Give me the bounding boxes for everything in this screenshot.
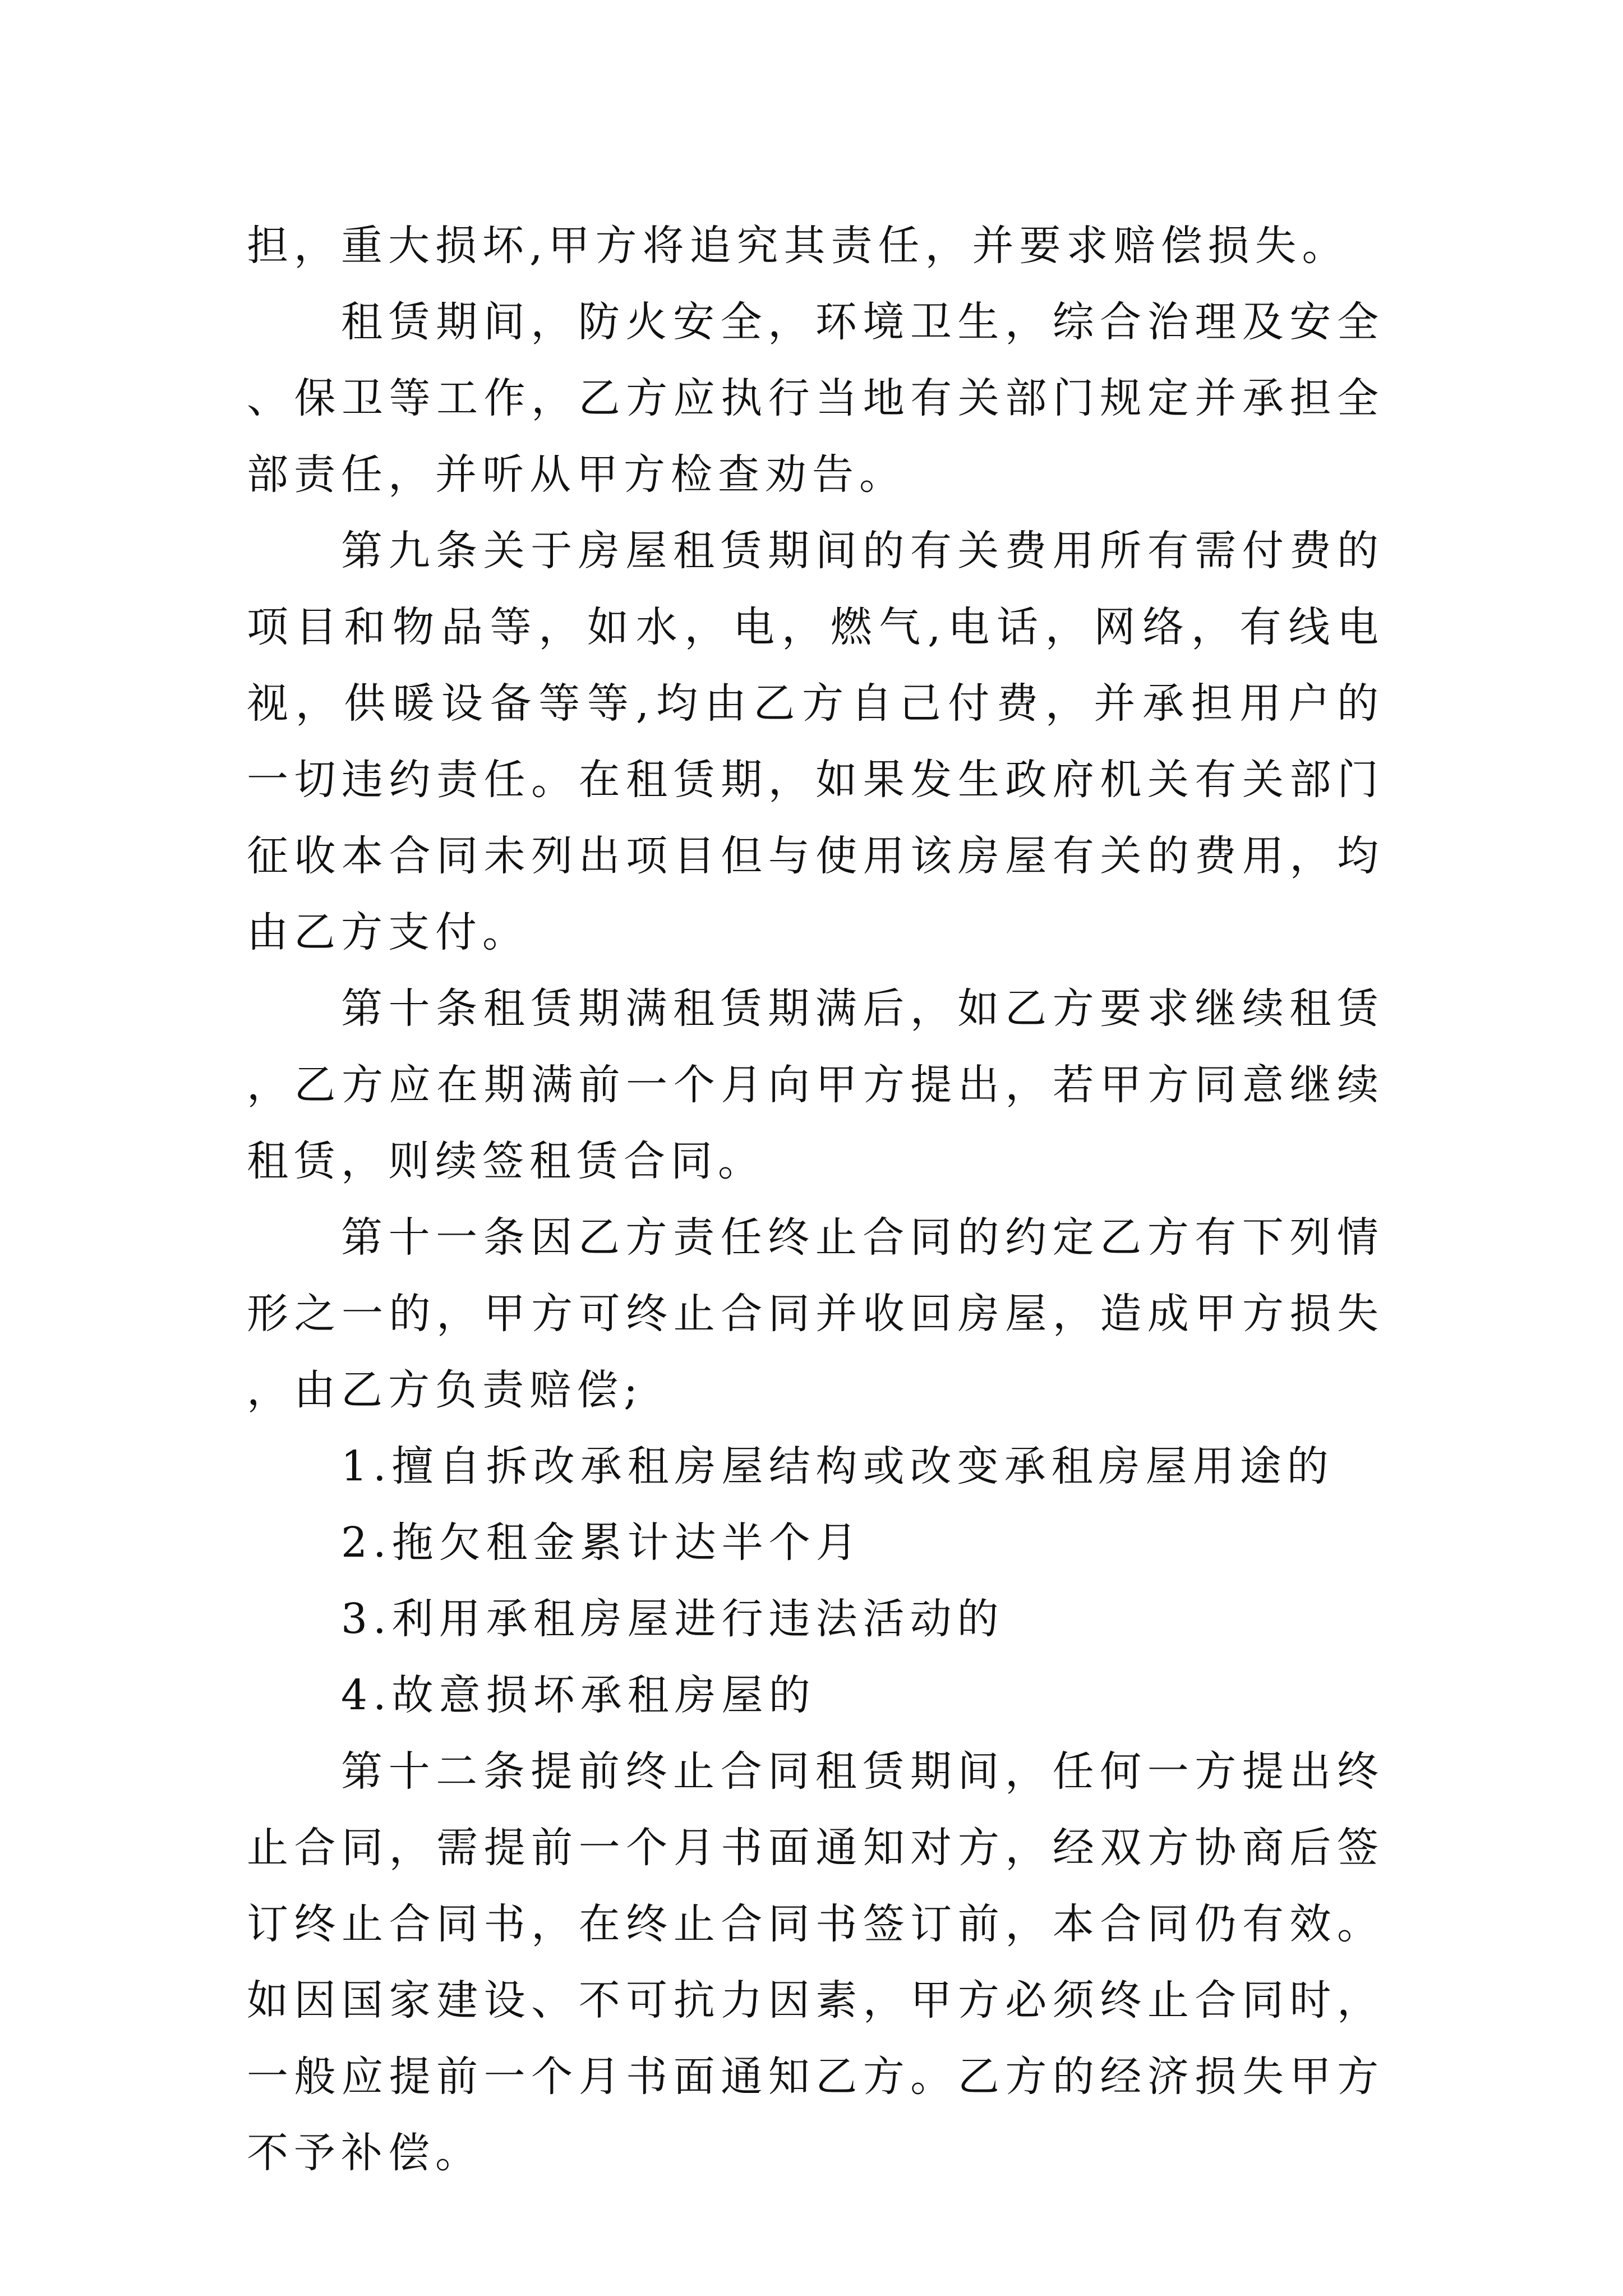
paragraph-continuation: 担，重大损坏,甲方将追究其责任，并要求赔偿损失。 — [247, 222, 1349, 270]
list-item-4: 4.故意损坏承租房屋的 — [341, 1671, 816, 1719]
paragraph-article-12-early-termination: 第十二条提前终止合同租赁期间，任何一方提出终止合同，需提前一个月书面通知对方，经双方协商后签订终止合同书，在终止合同书签订前，本合同仍有效。如因国家建设、不可抗力因素，甲方必须终止合同时，一般应提前一个月书面通知乙方。乙方的经济损失甲方不予补偿。 — [247, 1747, 1384, 2177]
paragraph-article-10-expiry: 第十条租赁期满租赁期满后，如乙方要求继续租赁，乙方应在期满前一个月向甲方提出，若甲方同意继续租赁，则续签租赁合同。 — [247, 984, 1384, 1185]
document-body — [247, 208, 1384, 2191]
list-item-2: 2.拖欠租金累计达半个月 — [341, 1519, 863, 1567]
list-item-3: 3.利用承租房屋进行违法活动的 — [341, 1595, 1004, 1643]
paragraph-article-11-termination: 第十一条因乙方责任终止合同的约定乙方有下列情形之一的，甲方可终止合同并收回房屋，造成甲方损失，由乙方负责赔偿; — [247, 1213, 1384, 1414]
list-item-1: 1.擅自拆改承租房屋结构或改变承租房屋用途的 — [341, 1442, 1334, 1490]
paragraph-safety-duties: 租赁期间，防火安全，环境卫生，综合治理及安全、保卫等工作，乙方应执行当地有关部门规定并承担全部责任，并听从甲方检查劝告。 — [247, 298, 1384, 499]
paragraph-article-9-fees: 第九条关于房屋租赁期间的有关费用所有需付费的项目和物品等，如水，电，燃气,电话，网络，有线电视，供暖设备等等,均由乙方自己付费，并承担用户的一切违约责任。在租赁期，如果发生政府机关有关部门征收本合同未列出项目但与使用该房屋有关的费用，均由乙方支付。 — [247, 527, 1384, 956]
